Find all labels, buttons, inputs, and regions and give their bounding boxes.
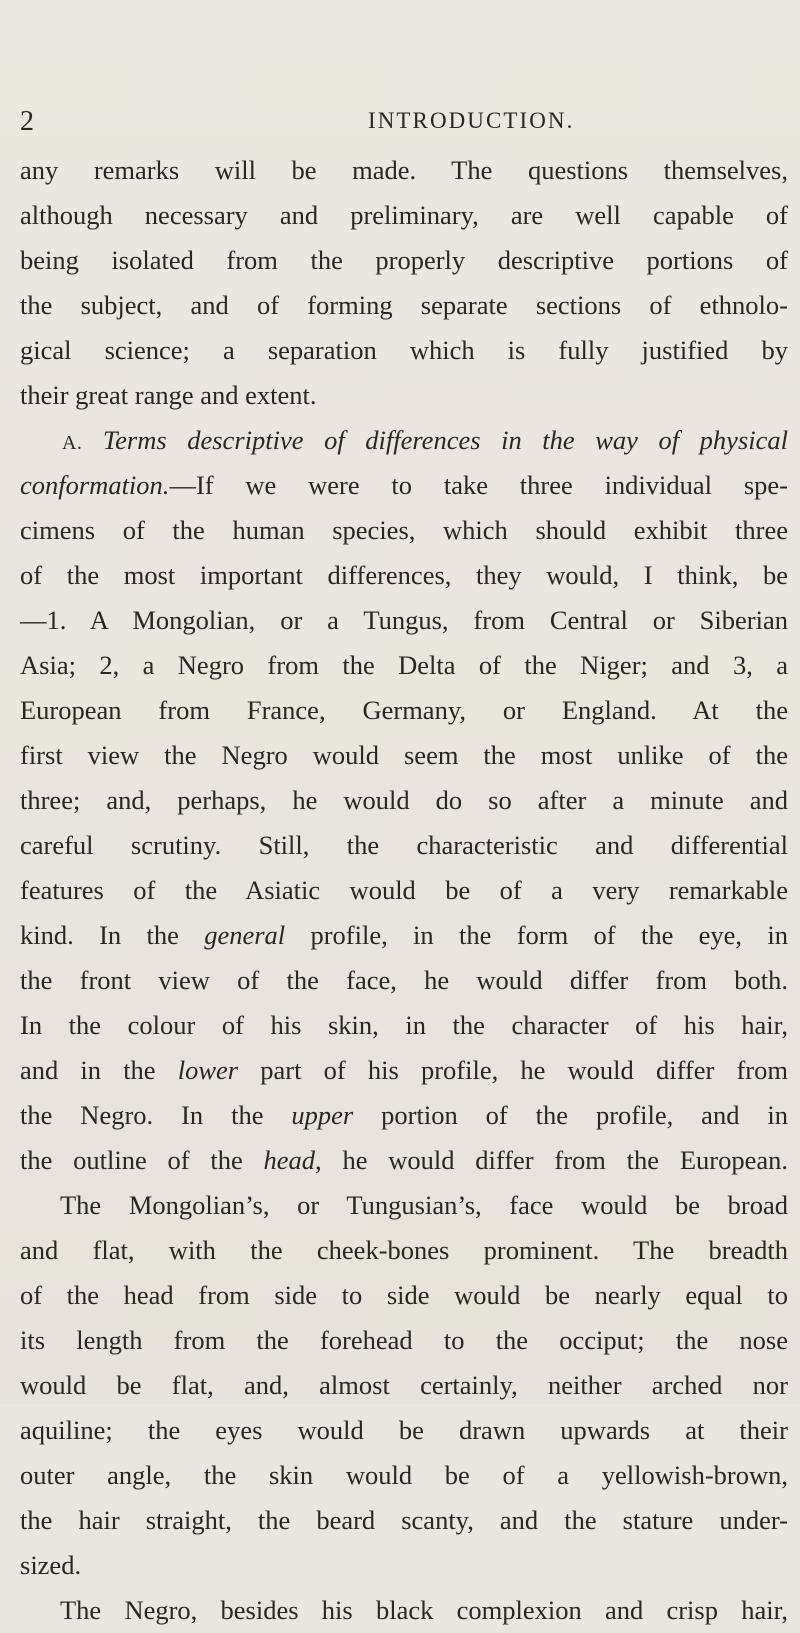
- body-text: [20, 148, 788, 1633]
- text-line: cimens of the human species, which should exhibit three: [20, 515, 788, 545]
- text-line: The Mongolian’s, or Tungusian’s, face would be broad: [60, 1190, 788, 1220]
- text-line: gical science; a separation which is fully justified by: [20, 335, 788, 365]
- text-run: —If we were to take three individual spe-: [169, 470, 788, 500]
- text-line: —1. A Mongolian, or a Tungus, from Central or Siberian: [20, 605, 788, 635]
- text-run: profile, in the form of the eye, in: [285, 920, 788, 950]
- text-line: would be flat, and, almost certainly, neither arched nor: [20, 1370, 788, 1400]
- emphasis: lower: [177, 1055, 239, 1085]
- text-line: the subject, and of forming separate sections of ethnolo-: [20, 290, 788, 320]
- text-line: careful scrutiny. Still, the characteristic and differential: [20, 830, 788, 860]
- section-heading-line: [20, 418, 788, 463]
- text-line: the hair straight, the beard scanty, and the stature under-: [20, 1505, 788, 1535]
- text-line: [20, 913, 788, 958]
- text-line: In the colour of his skin, in the character of his hair,: [20, 1010, 788, 1040]
- text-line: of the head from side to side would be nearly equal to: [20, 1280, 788, 1310]
- text-run: the outline of the: [20, 1145, 264, 1175]
- section-marker: A.: [62, 432, 83, 454]
- text-line: the front view of the face, he would differ from both.: [20, 965, 788, 995]
- text-run: the Negro. In the: [20, 1100, 292, 1130]
- text-line: features of the Asiatic would be of a very remarkable: [20, 875, 788, 905]
- running-head: [0, 104, 800, 144]
- text-line: Asia; 2, a Negro from the Delta of the Niger; and 3, a: [20, 650, 788, 680]
- section-heading: Terms descriptive of differences in the way of physical: [102, 425, 788, 455]
- text-line: of the most important differences, they would, I think, be: [20, 560, 788, 590]
- emphasis: head: [263, 1145, 316, 1175]
- text-run: part of his profile, he would differ from: [238, 1055, 788, 1085]
- emphasis: upper: [291, 1100, 354, 1130]
- running-title: INTRODUCTION.: [368, 108, 575, 133]
- page-number: 2: [20, 106, 35, 137]
- text-line: [20, 1138, 788, 1183]
- text-line: and flat, with the cheek-bones prominent. The breadth: [20, 1235, 788, 1265]
- text-line: aquiline; the eyes would be drawn upwards at their: [20, 1415, 788, 1445]
- text-line: [20, 1093, 788, 1138]
- text-run: , he would differ from the European.: [315, 1145, 788, 1175]
- text-run: kind. In the: [20, 920, 205, 950]
- text-line: their great range and extent.: [20, 380, 317, 410]
- text-line: three; and, perhaps, he would do so after a minute and: [20, 785, 788, 815]
- text-line: The Negro, besides his black complexion and crisp hair,: [60, 1595, 788, 1625]
- text-line: although necessary and preliminary, are well capable of: [20, 200, 788, 230]
- text-run: and in the: [20, 1055, 178, 1085]
- section-heading-continued: conformation.: [20, 470, 170, 500]
- emphasis: general: [204, 920, 286, 950]
- text-line: [20, 1048, 788, 1093]
- text-line: its length from the forehead to the occiput; the nose: [20, 1325, 788, 1355]
- text-line: first view the Negro would seem the most unlike of the: [20, 740, 788, 770]
- text-run: portion of the profile, and in: [353, 1100, 788, 1130]
- text-line: being isolated from the properly descriptive portions of: [20, 245, 788, 275]
- text-line: any remarks will be made. The questions themselves,: [20, 155, 788, 185]
- text-line: European from France, Germany, or England. At the: [20, 695, 788, 725]
- text-line: outer angle, the skin would be of a yellowish-brown,: [20, 1460, 788, 1490]
- text-line: sized.: [20, 1550, 82, 1580]
- text-line: [20, 463, 788, 508]
